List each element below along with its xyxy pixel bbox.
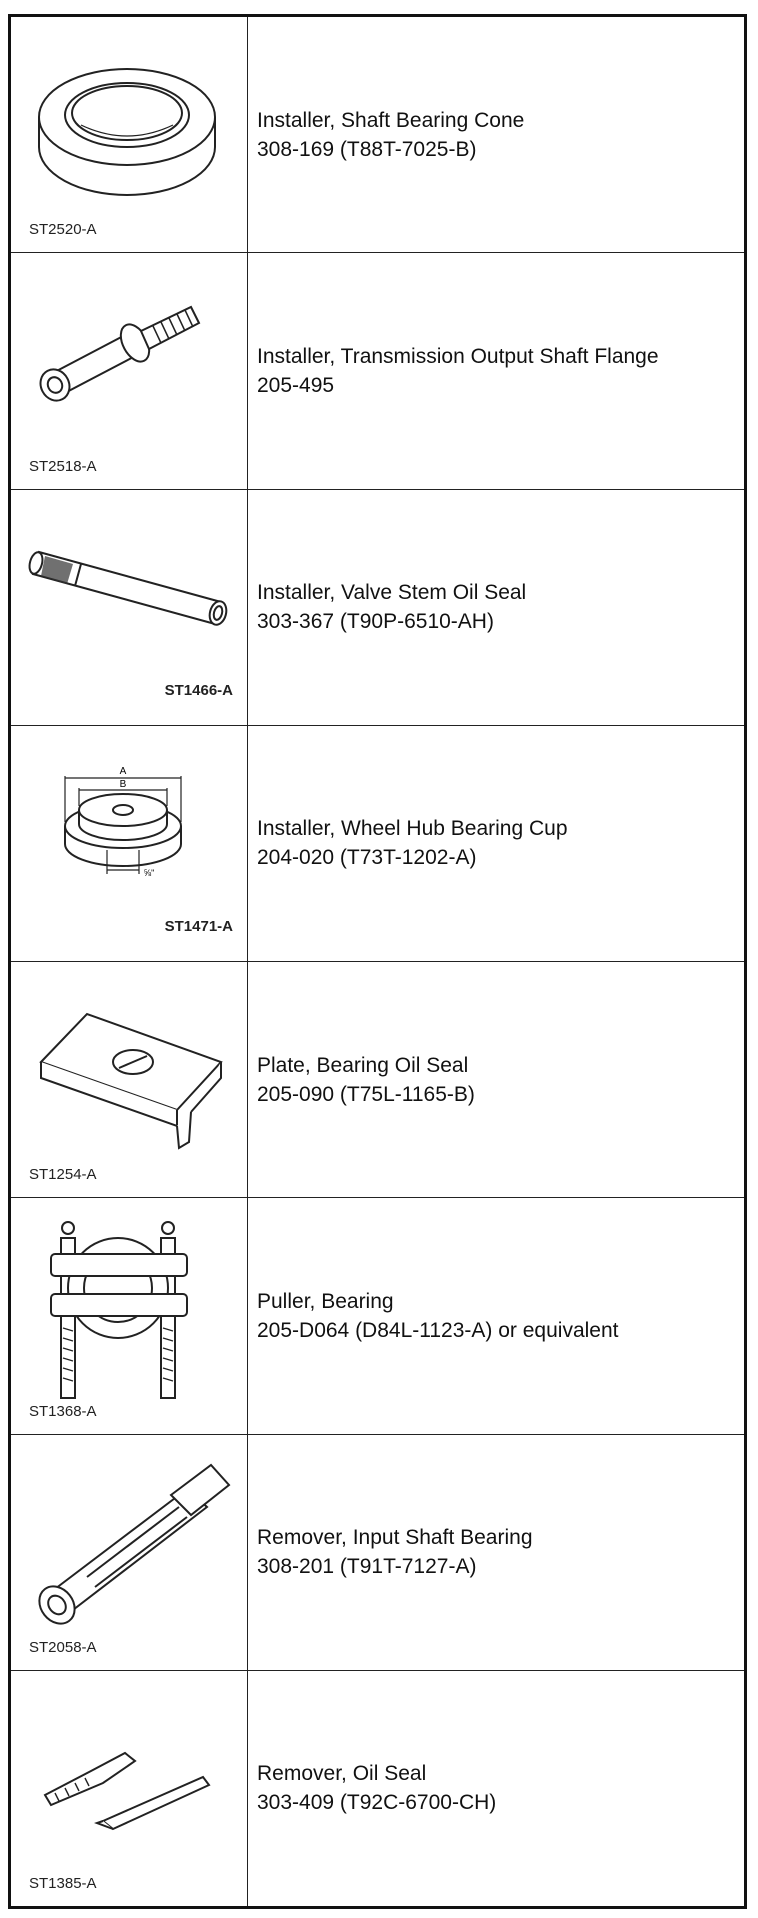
tool-description (248, 1671, 744, 1906)
tool-description (248, 1198, 744, 1433)
tool-code: ST1471-A (164, 918, 233, 935)
tool-image-cell (11, 726, 248, 961)
special-tools-table (8, 14, 747, 1909)
tool-number: 303-367 (T90P-6510-AH) (257, 610, 494, 634)
remover-shaft-icon (11, 1435, 247, 1665)
table-row (11, 1435, 744, 1671)
tool-image-cell (11, 1671, 248, 1906)
table-row (11, 490, 744, 726)
dimension-a: A (119, 765, 127, 777)
tool-code: ST1385-A (29, 1875, 97, 1892)
tool-name: Remover, Oil Seal (257, 1762, 427, 1786)
table-row (11, 1671, 744, 1906)
table-row (11, 17, 744, 253)
tool-code: ST1254-A (29, 1166, 97, 1184)
tool-name: Remover, Input Shaft Bearing (257, 1526, 533, 1550)
tool-code: ST2520-A (29, 221, 97, 239)
tool-description (248, 1435, 744, 1670)
tool-number: 205-D064 (D84L-1123-A) or equivalent (257, 1318, 619, 1342)
table-row (11, 726, 744, 962)
tool-number: 204-020 (T73T-1202-A) (257, 846, 477, 870)
dimension-b: B (119, 778, 127, 790)
tool-code: ST1368-A (29, 1402, 97, 1420)
tool-name: Installer, Shaft Bearing Cone (257, 108, 525, 132)
tool-description (248, 726, 744, 961)
threaded-installer-icon (11, 253, 247, 483)
bearing-puller-icon (11, 1198, 247, 1428)
tool-code: ST1466-A (164, 681, 233, 699)
tool-number: 205-090 (T75L-1165-B) (257, 1082, 475, 1106)
tool-image-cell (11, 253, 248, 488)
tool-name: Installer, Transmission Output Shaft Flange (257, 344, 659, 368)
tool-description (248, 17, 744, 252)
tool-number: 308-201 (T91T-7127-A) (257, 1555, 477, 1579)
seal-remover-icon (11, 1671, 247, 1901)
tool-code: ST2058-A (29, 1638, 97, 1656)
tool-image-cell (11, 490, 248, 725)
tool-number: 308-169 (T88T-7025-B) (257, 137, 477, 161)
tool-image-cell (11, 1198, 248, 1433)
table-row (11, 962, 744, 1198)
tool-description (248, 490, 744, 725)
table-row (11, 253, 744, 489)
tool-image-cell (11, 1435, 248, 1670)
table-row (11, 1198, 744, 1434)
tool-image-cell (11, 962, 248, 1197)
tool-code: ST2518-A (29, 457, 97, 475)
tool-description (248, 253, 744, 488)
tool-image-cell (11, 17, 248, 252)
tool-name: Installer, Valve Stem Oil Seal (257, 581, 527, 605)
tool-name: Puller, Bearing (257, 1289, 394, 1313)
ring-bearing-cone-icon (11, 17, 247, 247)
plate-icon (11, 962, 247, 1192)
dimension-c: ⅝" (143, 867, 155, 878)
tool-number: 303-409 (T92C-6700-CH) (257, 1791, 497, 1815)
tool-description (248, 962, 744, 1197)
tool-number: 205-495 (257, 373, 335, 397)
tool-name: Installer, Wheel Hub Bearing Cup (257, 817, 568, 841)
tool-name: Plate, Bearing Oil Seal (257, 1053, 469, 1077)
